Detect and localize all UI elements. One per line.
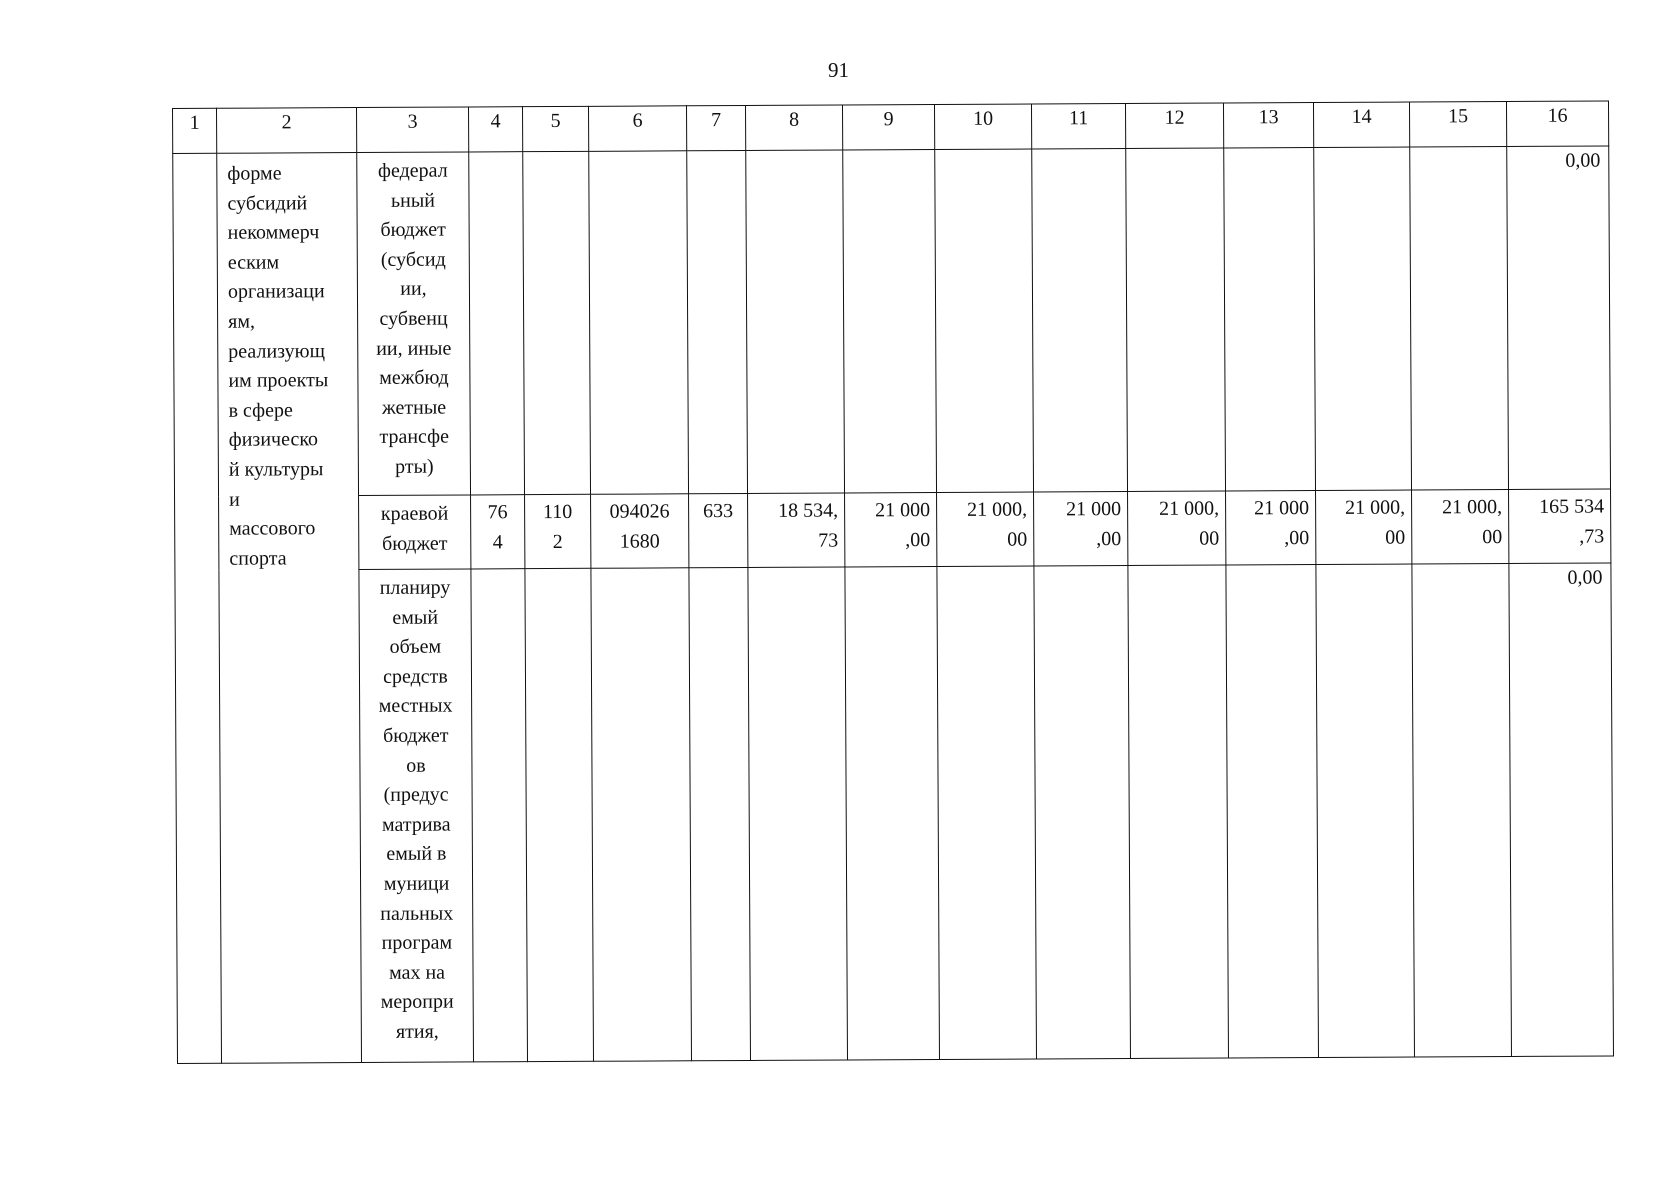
cell-federal-4 xyxy=(469,152,525,495)
cell-regional-11: 21 000 ,00 xyxy=(1034,492,1128,566)
cell-federal-11 xyxy=(1032,149,1128,492)
cell-planned-10 xyxy=(937,566,1037,1060)
cell-regional-14: 21 000, 00 xyxy=(1316,490,1412,565)
cell-regional-6: 094026 1680 xyxy=(591,494,689,569)
header-cell-12: 12 xyxy=(1125,103,1223,149)
cell-regional-13: 21 000 ,00 xyxy=(1226,491,1316,565)
header-cell-15: 15 xyxy=(1409,102,1506,148)
header-cell-1: 1 xyxy=(173,108,217,153)
event-description: форме субсидий некоммерч еским организаци ям, реализующ им проекты в сфере физическо й культуры и массового спорта xyxy=(217,153,362,1064)
cell-planned-7 xyxy=(689,567,751,1060)
header-cell-14: 14 xyxy=(1313,102,1409,148)
row-number-cell xyxy=(173,153,222,1063)
funding-source-local-planned: планиру емый объем средств местных бюджет ов (предус матрива емый в муници пальных програм мах на меропри ятия, xyxy=(359,569,474,1063)
header-cell-16: 16 xyxy=(1506,101,1608,147)
cell-regional-4: 76 4 xyxy=(471,495,525,569)
cell-regional-10: 21 000, 00 xyxy=(937,492,1034,567)
cell-planned-5 xyxy=(525,568,594,1061)
cell-federal-15 xyxy=(1410,147,1509,491)
funding-source-federal: федерал ьный бюджет (субсид ии, субвенц ии, иные межбюд жетные трансфе рты) xyxy=(357,152,471,496)
regional-budget-row xyxy=(175,489,1611,571)
cell-regional-9: 21 000 ,00 xyxy=(845,493,937,567)
cell-federal-6 xyxy=(589,151,689,495)
cell-federal-8 xyxy=(746,150,845,494)
cell-federal-5 xyxy=(523,151,591,494)
cell-regional-12: 21 000, 00 xyxy=(1128,491,1226,566)
cell-planned-8 xyxy=(748,567,848,1061)
cell-planned-9 xyxy=(845,567,940,1060)
header-cell-3: 3 xyxy=(357,107,469,153)
header-cell-5: 5 xyxy=(522,106,588,151)
budget-table xyxy=(172,100,1614,1064)
cell-federal-7 xyxy=(687,150,748,493)
cell-planned-13 xyxy=(1226,565,1319,1058)
planned-local-budget-row xyxy=(175,563,1614,1064)
header-cell-2: 2 xyxy=(217,108,357,154)
cell-planned-14 xyxy=(1316,564,1415,1057)
planned-total-cell: 0,00 xyxy=(1509,563,1614,1057)
cell-planned-12 xyxy=(1128,565,1229,1059)
cell-federal-9 xyxy=(843,150,937,493)
header-cell-10: 10 xyxy=(934,104,1031,150)
cell-planned-6 xyxy=(591,568,692,1062)
cell-regional-8: 18 534, 73 xyxy=(748,493,845,568)
header-row xyxy=(173,101,1609,154)
header-cell-11: 11 xyxy=(1031,104,1125,149)
cell-federal-13 xyxy=(1224,148,1316,491)
page-number: 91 xyxy=(828,58,849,82)
cell-federal-14 xyxy=(1314,147,1412,490)
funding-source-regional: краевой бюджет xyxy=(359,495,471,570)
header-cell-6: 6 xyxy=(588,106,686,152)
cell-regional-5: 110 2 xyxy=(525,494,591,568)
cell-regional-7: 633 xyxy=(689,493,748,567)
header-cell-4: 4 xyxy=(468,107,522,152)
federal-budget-row xyxy=(173,146,1611,497)
cell-planned-15 xyxy=(1412,564,1512,1058)
cell-planned-4 xyxy=(471,569,528,1062)
cell-federal-10 xyxy=(935,149,1034,493)
cell-planned-11 xyxy=(1034,566,1131,1059)
cell-regional-16: 165 534 ,73 xyxy=(1509,489,1611,564)
federal-total-cell: 0,00 xyxy=(1507,146,1611,490)
header-cell-7: 7 xyxy=(686,105,745,150)
header-cell-9: 9 xyxy=(842,105,934,150)
cell-federal-12 xyxy=(1126,148,1226,492)
budget-table-sheet xyxy=(172,100,1613,1053)
cell-regional-15: 21 000, 00 xyxy=(1412,490,1509,565)
header-cell-8: 8 xyxy=(745,105,842,151)
header-cell-13: 13 xyxy=(1223,103,1313,148)
